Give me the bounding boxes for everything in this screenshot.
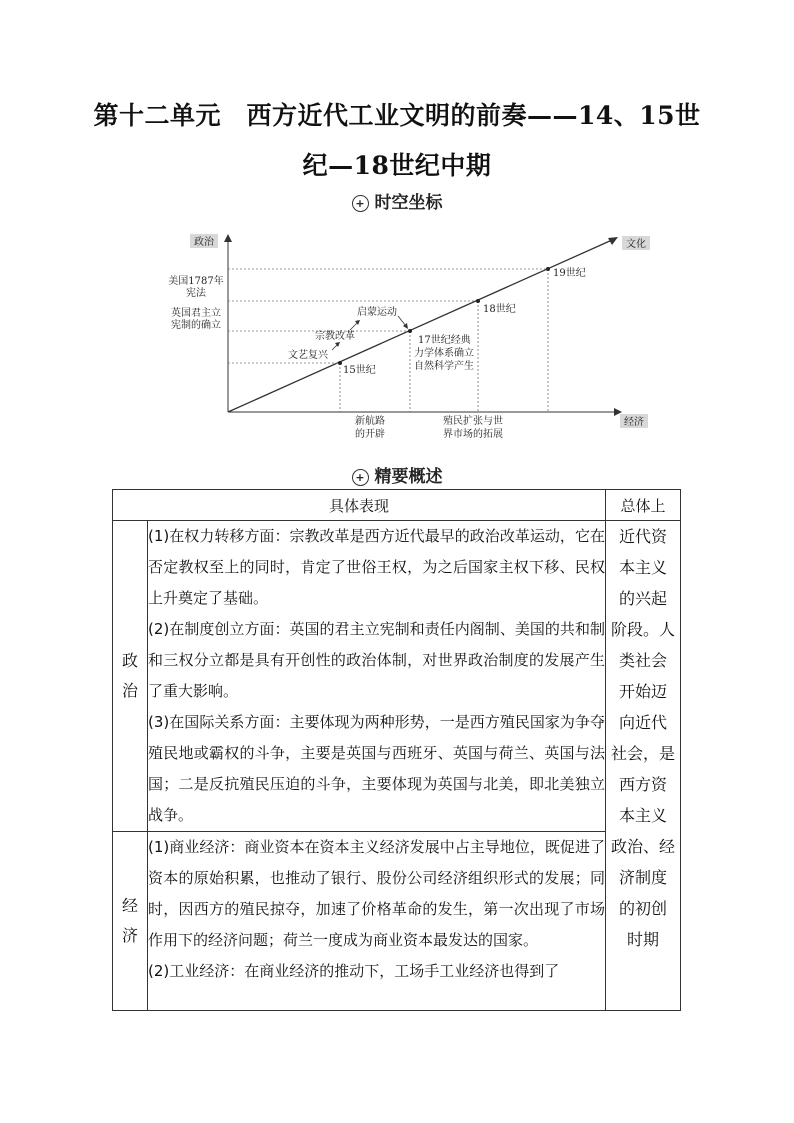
point-19th-century: [546, 267, 550, 271]
politics-point-2: (2)在制度创立方面：英国的君主立宪制和责任内阁制、美国的共和制和三权分立都是具有开创性的政治体制，对世界政治制度的发展产生了重大影响。: [148, 620, 605, 700]
label-colonial-line1: 殖民扩张与世: [443, 416, 503, 427]
overall-line: 阶段。人: [610, 620, 675, 639]
overall-line: 时期: [626, 930, 659, 949]
point-18th-century: [476, 299, 480, 303]
label-uk-line1: 英国君主立: [171, 308, 221, 319]
overall-line: 类社会: [618, 651, 667, 670]
section-circle-icon: +: [352, 469, 369, 486]
label-usa-line2: 宪法: [186, 288, 206, 299]
row-body-economy: [148, 832, 606, 1011]
label-usa-line1: 美国1787年: [168, 276, 224, 287]
label-enlightenment: 启蒙运动: [357, 307, 397, 318]
label-colonial-line2: 界市场的拓展: [443, 429, 503, 440]
economy-point-1: (1)商业经济：商业资本在资本主义经济发展中占主导地位，既促进了资本的原始积累，也推动了银行、股份公司经济组织形式的发展；同时，因西方的殖民掠夺，加速了价格革命的发生，第一次出现了市场作用下的经济问题；荷兰一度成为商业资本最发达的国家。: [148, 838, 605, 949]
label-18th-century: 18世纪: [483, 304, 516, 315]
row-label-char: 治: [121, 681, 138, 700]
timeline-diagram: [160, 226, 660, 444]
overall-line: 向近代: [618, 713, 667, 732]
label-17th-line2: 力学体系确立: [414, 348, 474, 359]
overall-line: 社会，是: [610, 744, 675, 763]
overall-line: 济制度: [618, 868, 667, 887]
row-label-economy: [113, 832, 148, 1011]
overall-summary-cell: [606, 521, 681, 1011]
axis-label-culture: 文化: [626, 239, 646, 250]
diagonal-axis: [228, 240, 612, 412]
axis-label-politics: 政治: [194, 237, 214, 248]
arrow-enlightenment-18c: [398, 316, 406, 326]
axis-label-economy: 经济: [624, 417, 644, 428]
header-overall: 总体上: [606, 490, 681, 521]
label-renaissance: 文艺复兴: [288, 350, 328, 361]
overall-line: 本主义: [618, 806, 667, 825]
row-label-char: 经: [121, 896, 138, 915]
table-row-politics: [113, 521, 681, 832]
label-17th-line3: 自然科学产生: [414, 361, 474, 372]
point-15th-century: [338, 361, 342, 365]
point-17th-century: [408, 329, 412, 333]
row-body-politics: [148, 521, 606, 832]
label-reformation: 宗教改革: [315, 331, 355, 342]
page-title-line2: 纪—18世纪中期: [302, 151, 492, 180]
section-header-timeline: [0, 188, 794, 213]
table-row-economy: [113, 832, 681, 1011]
label-19th-century: 19世纪: [553, 268, 586, 279]
arrow-head-icon: [403, 323, 408, 329]
y-axis-arrow-icon: [224, 234, 232, 242]
section-label: 时空坐标: [374, 193, 443, 213]
label-uk-line2: 宪制的确立: [171, 320, 221, 331]
table-header-row: [113, 490, 681, 521]
header-details: 具体表现: [113, 490, 606, 521]
label-15th-century: 15世纪: [343, 365, 376, 376]
overall-line: 开始迈: [618, 682, 667, 701]
section-label: 精要概述: [374, 467, 443, 487]
label-17th-line1: 17世纪经典: [418, 335, 471, 346]
economy-point-2: (2)工业经济：在商业经济的推动下，工场手工业经济也得到了: [148, 962, 560, 980]
overall-line: 西方资: [618, 775, 667, 794]
overall-line: 近代资: [618, 527, 667, 546]
page-title-line1: 第十二单元 西方近代工业文明的前奏——14、15世: [93, 101, 701, 130]
overall-line: 政治、经: [610, 837, 675, 856]
politics-point-3: (3)在国际关系方面：主要体现为两种形势，一是西方殖民国家为争夺殖民地或霸权的斗争，主要是英国与西班牙、英国与荷兰、英国与法国；二是反抗殖民压迫的斗争，主要体现为英国与北美，即北美独立战争。: [148, 713, 605, 824]
label-new-routes-line1: 新航路: [355, 416, 385, 427]
summary-table: [112, 489, 681, 1011]
overall-line: 的兴起: [618, 589, 667, 608]
section-circle-icon: +: [352, 195, 369, 212]
overall-line: 本主义: [618, 558, 667, 577]
row-label-char: 济: [121, 926, 138, 945]
row-label-char: 政: [121, 651, 138, 670]
overall-line: 的初创: [618, 899, 667, 918]
section-header-summary: [0, 462, 794, 487]
label-new-routes-line2: 的开辟: [355, 429, 385, 440]
politics-point-1: (1)在权力转移方面：宗教改革是西方近代最早的政治改革运动，它在否定教权至上的同时，肯定了世俗王权，为之后国家主权下移、民权上升奠定了基础。: [148, 527, 605, 607]
row-label-politics: [113, 521, 148, 832]
